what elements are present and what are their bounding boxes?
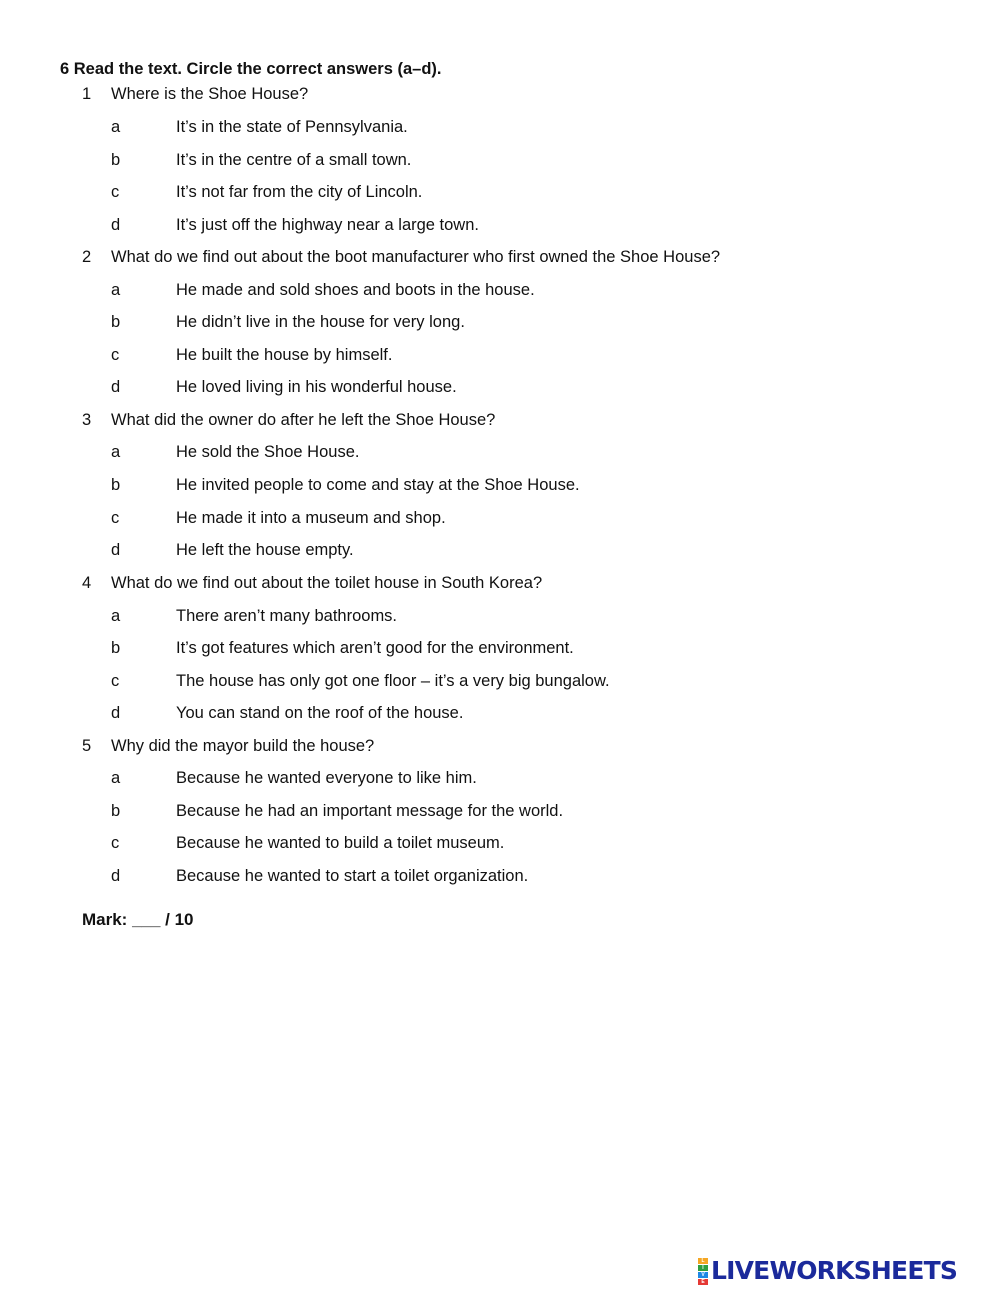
option-text: The house has only got one floor – it’s a very big bungalow. bbox=[176, 672, 610, 690]
option-letter: a bbox=[111, 281, 121, 299]
option-letter: b bbox=[111, 802, 121, 820]
question-2 bbox=[82, 246, 720, 268]
option-letter: a bbox=[111, 607, 121, 625]
option-letter: c bbox=[111, 346, 120, 364]
question-text: What do we find out about the boot manufacturer who first owned the Shoe House? bbox=[111, 248, 721, 266]
option-letter: c bbox=[111, 509, 120, 527]
option-letter: d bbox=[111, 704, 121, 722]
liveworksheets-brand bbox=[698, 1256, 957, 1286]
question-1 bbox=[82, 83, 308, 105]
option-4b[interactable] bbox=[111, 637, 574, 659]
option-text: He sold the Shoe House. bbox=[176, 443, 360, 461]
logo-block: V bbox=[698, 1272, 708, 1278]
question-4 bbox=[82, 572, 542, 594]
question-text: What do we find out about the toilet house in South Korea? bbox=[111, 574, 543, 592]
option-2b[interactable] bbox=[111, 311, 465, 333]
option-letter: b bbox=[111, 313, 121, 331]
option-2a[interactable] bbox=[111, 279, 535, 301]
option-text: It’s got features which aren’t good for the environment. bbox=[176, 639, 574, 657]
option-letter: d bbox=[111, 378, 121, 396]
option-letter: a bbox=[111, 769, 121, 787]
option-1a[interactable] bbox=[111, 116, 408, 138]
option-letter: c bbox=[111, 672, 120, 690]
question-number: 5 bbox=[82, 737, 92, 755]
instructions-heading: 6 Read the text. Circle the correct answers (a–d). bbox=[60, 60, 442, 78]
question-number: 3 bbox=[82, 411, 92, 429]
option-letter: b bbox=[111, 639, 121, 657]
option-3b[interactable] bbox=[111, 474, 580, 496]
option-5b[interactable] bbox=[111, 800, 563, 822]
option-letter: d bbox=[111, 541, 121, 559]
option-text: There aren’t many bathrooms. bbox=[176, 607, 398, 625]
logo-block: L bbox=[698, 1258, 708, 1264]
option-text: He invited people to come and stay at the Shoe House. bbox=[176, 476, 580, 494]
option-text: Because he had an important message for the world. bbox=[176, 802, 564, 820]
question-text: What did the owner do after he left the Shoe House? bbox=[111, 411, 496, 429]
option-3c[interactable] bbox=[111, 507, 446, 529]
option-text: He left the house empty. bbox=[176, 541, 354, 559]
option-4a[interactable] bbox=[111, 605, 397, 627]
question-text: Where is the Shoe House? bbox=[111, 85, 309, 103]
logo-block: I bbox=[698, 1265, 708, 1271]
option-text: It’s just off the highway near a large town. bbox=[176, 216, 479, 234]
question-number: 1 bbox=[82, 85, 92, 103]
logo-block: E bbox=[698, 1279, 708, 1285]
option-1b[interactable] bbox=[111, 149, 411, 171]
option-letter: a bbox=[111, 443, 121, 461]
question-3 bbox=[82, 409, 495, 431]
option-1c[interactable] bbox=[111, 181, 422, 203]
option-letter: c bbox=[111, 834, 120, 852]
option-text: He made and sold shoes and boots in the house. bbox=[176, 281, 535, 299]
option-text: You can stand on the roof of the house. bbox=[176, 704, 464, 722]
brand-wordmark: LIVEWORKSHEETS bbox=[711, 1256, 958, 1285]
option-letter: b bbox=[111, 476, 121, 494]
option-letter: b bbox=[111, 151, 121, 169]
option-letter: c bbox=[111, 183, 120, 201]
option-5c[interactable] bbox=[111, 832, 504, 854]
option-2c[interactable] bbox=[111, 344, 392, 366]
option-text: Because he wanted everyone to like him. bbox=[176, 769, 477, 787]
option-text: It’s not far from the city of Lincoln. bbox=[176, 183, 423, 201]
option-4d[interactable] bbox=[111, 702, 463, 724]
option-text: Because he wanted to build a toilet museum. bbox=[176, 834, 505, 852]
option-text: It’s in the centre of a small town. bbox=[176, 151, 412, 169]
option-text: Because he wanted to start a toilet organization. bbox=[176, 867, 529, 885]
question-text: Why did the mayor build the house? bbox=[111, 737, 375, 755]
mark-score: Mark: ___ / 10 bbox=[82, 910, 194, 929]
question-5 bbox=[82, 735, 374, 757]
option-letter: a bbox=[111, 118, 121, 136]
option-text: He didn’t live in the house for very long. bbox=[176, 313, 465, 331]
option-text: He built the house by himself. bbox=[176, 346, 393, 364]
option-letter: d bbox=[111, 216, 121, 234]
option-text: He made it into a museum and shop. bbox=[176, 509, 446, 527]
option-letter: d bbox=[111, 867, 121, 885]
option-text: It’s in the state of Pennsylvania. bbox=[176, 118, 408, 136]
option-3a[interactable] bbox=[111, 441, 359, 463]
liveworksheets-logo-icon bbox=[698, 1257, 708, 1285]
option-1d[interactable] bbox=[111, 214, 479, 236]
option-5d[interactable] bbox=[111, 865, 528, 887]
option-4c[interactable] bbox=[111, 670, 610, 692]
option-3d[interactable] bbox=[111, 539, 354, 561]
option-5a[interactable] bbox=[111, 767, 477, 789]
option-2d[interactable] bbox=[111, 376, 457, 398]
question-number: 4 bbox=[82, 574, 92, 592]
question-number: 2 bbox=[82, 248, 92, 266]
option-text: He loved living in his wonderful house. bbox=[176, 378, 457, 396]
